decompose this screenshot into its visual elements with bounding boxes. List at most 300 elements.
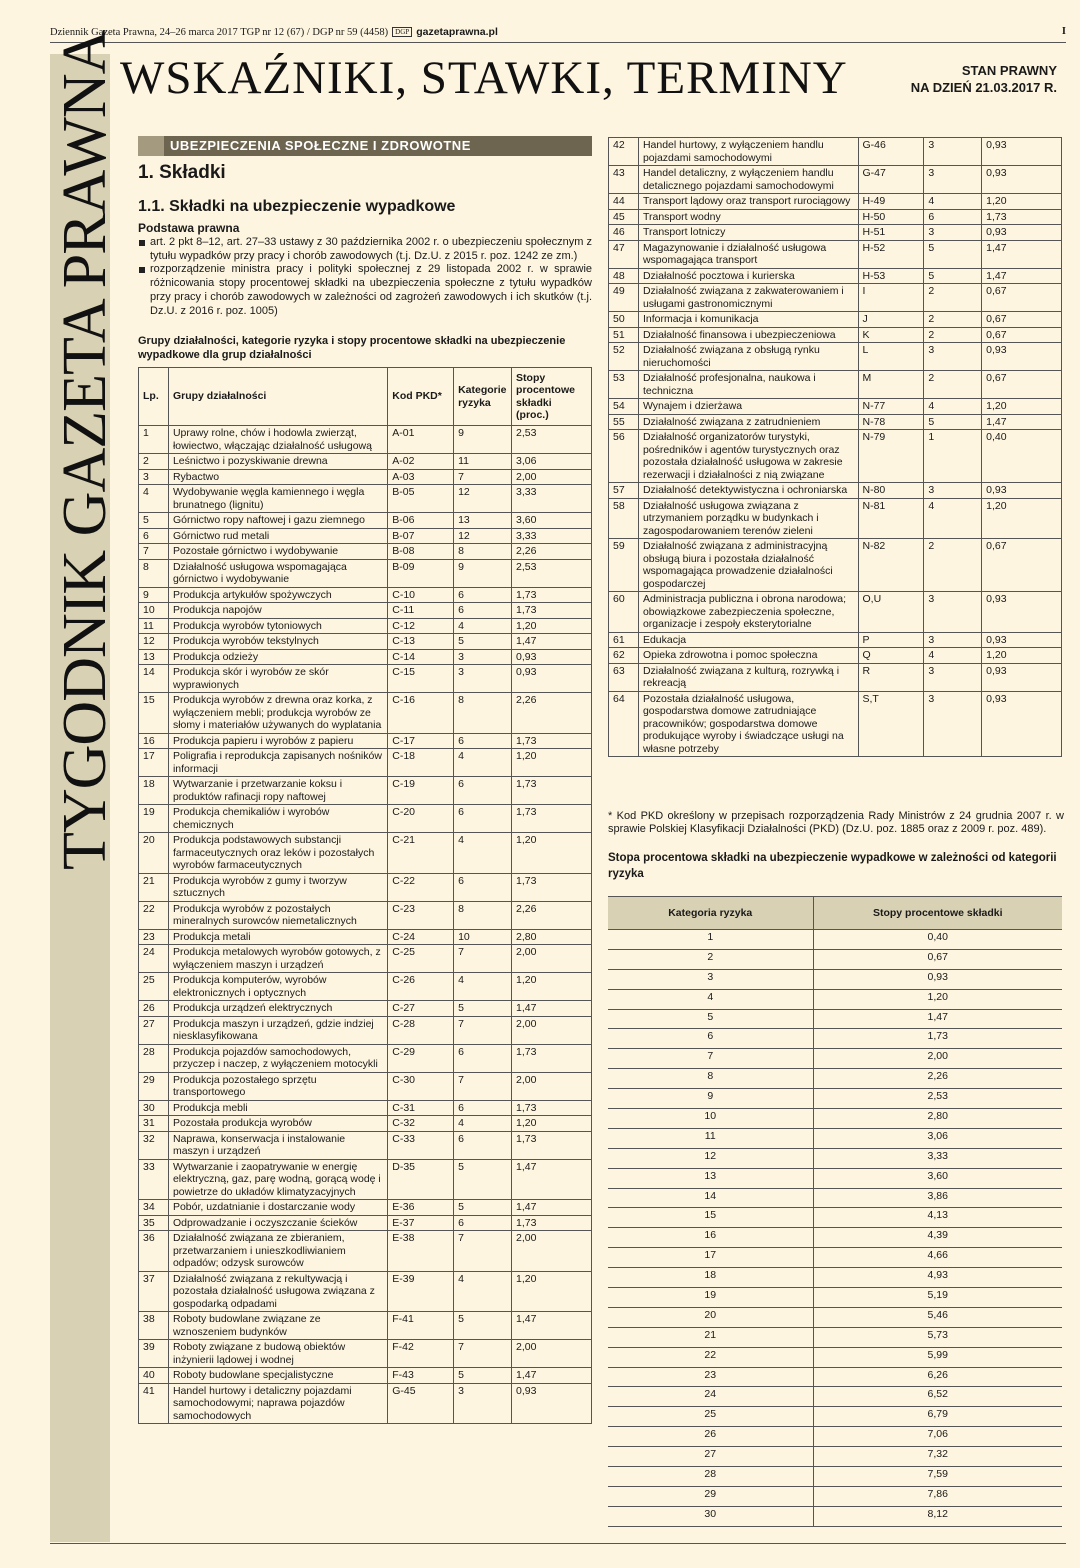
- risk-cell-rate: 2,26: [813, 1069, 1062, 1089]
- cell-lp: 46: [609, 225, 639, 241]
- table-row: [139, 1312, 592, 1340]
- cell-pkd: C-17: [388, 733, 454, 749]
- risk-cell-category: 14: [608, 1188, 813, 1208]
- table-row: [139, 665, 592, 693]
- table-row: [139, 1072, 592, 1100]
- col-header-lp: Lp.: [139, 368, 169, 426]
- cell-group: Produkcja artykułów spożywczych: [168, 587, 387, 603]
- cell-group: Produkcja komputerów, wyrobów elektronicznych i optycznych: [168, 973, 387, 1001]
- table-header-row: [139, 368, 592, 426]
- cell-group: Produkcja skór i wyrobów ze skór wyprawionych: [168, 665, 387, 693]
- risk-cell-category: 7: [608, 1049, 813, 1069]
- risk-table-caption: Stopa procentowa składki na ubezpieczenie wypadkowe w zależności od kategorii ryzyka: [608, 852, 1057, 880]
- footnote: * Kod PKD określony w przepisach rozporządzenia Rady Ministrów z 24 grudnia 2007 r. w sprawie Polskiej Klasyfikacji Działalności (PKD) (Dz.U. poz. 1885 oraz z 2009 r. poz. 489).: [608, 810, 1064, 835]
- table-row: [139, 1231, 592, 1272]
- cell-group: Produkcja wyrobów tekstylnych: [168, 634, 387, 650]
- risk-row: [608, 1009, 1062, 1029]
- cell-category: 3: [924, 166, 982, 194]
- cell-rate: 1,20: [982, 498, 1062, 539]
- cell-category: 3: [924, 483, 982, 499]
- cell-pkd: H-49: [858, 194, 924, 210]
- risk-cell-category: 26: [608, 1427, 813, 1447]
- cell-pkd: B-07: [388, 528, 454, 544]
- cell-category: 3: [924, 663, 982, 691]
- cell-group: Produkcja papieru i wyrobów z papieru: [168, 733, 387, 749]
- table-row: [139, 469, 592, 485]
- heading-3: Podstawa prawna: [138, 221, 240, 235]
- cell-lp: 44: [609, 194, 639, 210]
- cell-rate: 1,73: [512, 733, 592, 749]
- cell-group: Administracja publiczna i obrona narodowa; obowiązkowe zabezpieczenia społeczne, organizacje i zespoły eksterytorialne: [638, 592, 858, 633]
- cell-category: 4: [924, 498, 982, 539]
- table-row: [139, 513, 592, 529]
- cell-category: 3: [924, 632, 982, 648]
- cell-category: 5: [924, 414, 982, 430]
- table-row: [609, 663, 1062, 691]
- table-row: [139, 1271, 592, 1312]
- cell-group: Magazynowanie i działalność usługowa wspomagająca transport: [638, 240, 858, 268]
- table-row: [609, 371, 1062, 399]
- risk-row: [608, 1208, 1062, 1228]
- cell-pkd: I: [858, 284, 924, 312]
- cell-lp: 15: [139, 693, 169, 734]
- cell-lp: 45: [609, 209, 639, 225]
- cell-category: 7: [454, 1072, 512, 1100]
- cell-rate: 2,53: [512, 559, 592, 587]
- cell-rate: 1,47: [512, 1312, 592, 1340]
- cell-rate: 1,47: [512, 1368, 592, 1384]
- risk-cell-category: 10: [608, 1109, 813, 1129]
- table-row: [609, 225, 1062, 241]
- site-link[interactable]: gazetaprawna.pl: [416, 26, 498, 38]
- cell-category: 8: [454, 901, 512, 929]
- risk-row: [608, 1407, 1062, 1427]
- cell-rate: 1,73: [512, 1131, 592, 1159]
- risk-row: [608, 1367, 1062, 1387]
- cell-rate: 3,60: [512, 513, 592, 529]
- cell-lp: 7: [139, 544, 169, 560]
- cell-pkd: C-21: [388, 833, 454, 874]
- cell-rate: 2,00: [512, 1016, 592, 1044]
- cell-group: Działalność profesjonalna, naukowa i techniczna: [638, 371, 858, 399]
- cell-lp: 18: [139, 777, 169, 805]
- cell-category: 8: [454, 544, 512, 560]
- cell-category: 6: [454, 777, 512, 805]
- cell-category: 2: [924, 327, 982, 343]
- top-rule: [50, 42, 1066, 43]
- risk-cell-rate: 4,93: [813, 1268, 1062, 1288]
- cell-lp: 37: [139, 1271, 169, 1312]
- cell-pkd: B-06: [388, 513, 454, 529]
- table-row: [139, 833, 592, 874]
- risk-cell-rate: 2,00: [813, 1049, 1062, 1069]
- cell-group: Górnictwo ropy naftowej i gazu ziemnego: [168, 513, 387, 529]
- table-row: [609, 209, 1062, 225]
- risk-row: [608, 1427, 1062, 1447]
- cell-rate: 1,20: [982, 194, 1062, 210]
- cell-lp: 32: [139, 1131, 169, 1159]
- cell-rate: 1,20: [512, 1271, 592, 1312]
- table-row: [139, 649, 592, 665]
- table-row: [139, 1368, 592, 1384]
- risk-row: [608, 1506, 1062, 1526]
- cell-pkd: A-03: [388, 469, 454, 485]
- risk-cell-category: 5: [608, 1009, 813, 1029]
- cell-pkd: C-14: [388, 649, 454, 665]
- cell-category: 7: [454, 1016, 512, 1044]
- cell-group: Pobór, uzdatnianie i dostarczanie wody: [168, 1200, 387, 1216]
- cell-lp: 54: [609, 399, 639, 415]
- risk-row: [608, 1307, 1062, 1327]
- risk-row: [608, 1069, 1062, 1089]
- cell-pkd: N-79: [858, 430, 924, 483]
- cell-rate: 1,20: [512, 618, 592, 634]
- table-row: [609, 268, 1062, 284]
- risk-cell-category: 15: [608, 1208, 813, 1228]
- cell-pkd: P: [858, 632, 924, 648]
- risk-cell-category: 27: [608, 1447, 813, 1467]
- table-row: [609, 632, 1062, 648]
- cell-group: Działalność związana z rekultywacją i pozostała działalność usługowa związana z gospodarką odpadami: [168, 1271, 387, 1312]
- cell-category: 3: [454, 649, 512, 665]
- cell-rate: 0,67: [982, 312, 1062, 328]
- cell-rate: 0,93: [982, 343, 1062, 371]
- cell-rate: 0,93: [982, 592, 1062, 633]
- vertical-title: TYGODNIK GAZETA PRAWNA: [51, 30, 119, 870]
- cell-category: 9: [454, 559, 512, 587]
- cell-group: Produkcja metali: [168, 929, 387, 945]
- cell-rate: 0,67: [982, 539, 1062, 592]
- risk-cell-rate: 5,99: [813, 1347, 1062, 1367]
- cell-group: Wynajem i dzierżawa: [638, 399, 858, 415]
- cell-lp: 63: [609, 663, 639, 691]
- risk-cell-rate: 0,40: [813, 930, 1062, 950]
- table-row: [609, 648, 1062, 664]
- cell-category: 5: [454, 1200, 512, 1216]
- cell-lp: 28: [139, 1044, 169, 1072]
- cell-category: 1: [924, 430, 982, 483]
- cell-lp: 41: [139, 1383, 169, 1424]
- cell-group: Działalność związana z zatrudnieniem: [638, 414, 858, 430]
- cell-rate: 0,93: [512, 665, 592, 693]
- cell-rate: 1,47: [982, 414, 1062, 430]
- cell-rate: 1,47: [512, 634, 592, 650]
- cell-rate: 1,20: [512, 1116, 592, 1132]
- risk-cell-rate: 7,06: [813, 1427, 1062, 1447]
- cell-pkd: H-52: [858, 240, 924, 268]
- risk-cell-category: 18: [608, 1268, 813, 1288]
- risk-cell-rate: 7,86: [813, 1486, 1062, 1506]
- table-row: [139, 873, 592, 901]
- table-row: [609, 194, 1062, 210]
- cell-category: 3: [924, 225, 982, 241]
- table-row: [139, 1159, 592, 1200]
- cell-category: 2: [924, 539, 982, 592]
- cell-lp: 23: [139, 929, 169, 945]
- cell-category: 5: [454, 634, 512, 650]
- cell-category: 6: [454, 1044, 512, 1072]
- cell-rate: 3,33: [512, 528, 592, 544]
- risk-cell-rate: 5,46: [813, 1307, 1062, 1327]
- table-row: [139, 1340, 592, 1368]
- cell-group: Roboty budowlane związane ze wznoszeniem budynków: [168, 1312, 387, 1340]
- page-number: I: [1061, 26, 1066, 37]
- risk-cell-rate: 3,33: [813, 1148, 1062, 1168]
- cell-category: 4: [924, 648, 982, 664]
- cell-lp: 14: [139, 665, 169, 693]
- risk-col-header-category: Kategoria ryzyka: [608, 897, 813, 930]
- cell-rate: 0,93: [512, 1383, 592, 1424]
- cell-category: 12: [454, 485, 512, 513]
- cell-category: 6: [454, 1100, 512, 1116]
- heading-1: 1. Składki: [138, 162, 226, 183]
- cell-rate: 2,26: [512, 901, 592, 929]
- cell-category: 3: [924, 138, 982, 166]
- heading-2: 1.1. Składki na ubezpieczenie wypadkowe: [138, 198, 456, 215]
- cell-pkd: M: [858, 371, 924, 399]
- cell-pkd: S,T: [858, 691, 924, 757]
- cell-rate: 0,67: [982, 371, 1062, 399]
- table-row: [139, 618, 592, 634]
- cell-category: 3: [454, 665, 512, 693]
- cell-rate: 2,00: [512, 1072, 592, 1100]
- cell-category: 6: [454, 733, 512, 749]
- cell-rate: 1,20: [982, 648, 1062, 664]
- risk-cell-category: 2: [608, 949, 813, 969]
- risk-cell-category: 23: [608, 1367, 813, 1387]
- cell-group: Produkcja wyrobów tytoniowych: [168, 618, 387, 634]
- risk-row: [608, 1188, 1062, 1208]
- risk-cell-rate: 5,73: [813, 1327, 1062, 1347]
- legal-basis-list: [138, 236, 592, 318]
- risk-cell-rate: 4,13: [813, 1208, 1062, 1228]
- risk-cell-rate: 1,73: [813, 1029, 1062, 1049]
- cell-pkd: C-20: [388, 805, 454, 833]
- cell-category: 4: [454, 973, 512, 1001]
- cell-pkd: J: [858, 312, 924, 328]
- cell-rate: 0,93: [982, 663, 1062, 691]
- risk-row: [608, 969, 1062, 989]
- cell-rate: 0,93: [512, 649, 592, 665]
- cell-category: 8: [454, 693, 512, 734]
- cell-rate: 1,73: [512, 587, 592, 603]
- cell-rate: 0,93: [982, 138, 1062, 166]
- cell-rate: 0,93: [982, 166, 1062, 194]
- cell-group: Działalność usługowa wspomagająca górnictwo i wydobywanie: [168, 559, 387, 587]
- cell-rate: 1,20: [512, 749, 592, 777]
- cell-lp: 27: [139, 1016, 169, 1044]
- risk-row: [608, 1327, 1062, 1347]
- cell-lp: 40: [139, 1368, 169, 1384]
- cell-category: 5: [924, 268, 982, 284]
- cell-lp: 31: [139, 1116, 169, 1132]
- risk-cell-category: 3: [608, 969, 813, 989]
- cell-rate: 1,73: [512, 805, 592, 833]
- cell-rate: 1,47: [512, 1001, 592, 1017]
- risk-row: [608, 1268, 1062, 1288]
- table-row: [609, 539, 1062, 592]
- risk-cell-rate: 0,93: [813, 969, 1062, 989]
- risk-cell-category: 30: [608, 1506, 813, 1526]
- cell-lp: 11: [139, 618, 169, 634]
- cell-category: 7: [454, 1340, 512, 1368]
- risk-row: [608, 1168, 1062, 1188]
- cell-rate: 1,73: [512, 873, 592, 901]
- cell-pkd: C-10: [388, 587, 454, 603]
- cell-rate: 1,20: [982, 399, 1062, 415]
- cell-rate: 0,67: [982, 327, 1062, 343]
- cell-group: Wydobywanie węgla kamiennego i węgla brunatnego (lignitu): [168, 485, 387, 513]
- cell-lp: 17: [139, 749, 169, 777]
- risk-cell-rate: 7,59: [813, 1467, 1062, 1487]
- cell-group: Handel detaliczny, z wyłączeniem handlu detalicznego pojazdami samochodowymi: [638, 166, 858, 194]
- cell-pkd: O,U: [858, 592, 924, 633]
- cell-rate: 1,73: [982, 209, 1062, 225]
- risk-cell-rate: 5,19: [813, 1288, 1062, 1308]
- cell-pkd: E-36: [388, 1200, 454, 1216]
- table-row: [139, 1044, 592, 1072]
- cell-rate: 3,06: [512, 454, 592, 470]
- risk-row: [608, 1109, 1062, 1129]
- cell-group: Działalność związana z zakwaterowaniem i usługami gastronomicznymi: [638, 284, 858, 312]
- risk-cell-rate: 7,32: [813, 1447, 1062, 1467]
- cell-category: 5: [454, 1159, 512, 1200]
- cell-pkd: E-38: [388, 1231, 454, 1272]
- risk-row: [608, 1248, 1062, 1268]
- cell-lp: 10: [139, 603, 169, 619]
- cell-pkd: H-51: [858, 225, 924, 241]
- cell-pkd: A-01: [388, 426, 454, 454]
- cell-lp: 34: [139, 1200, 169, 1216]
- cell-pkd: C-22: [388, 873, 454, 901]
- cell-pkd: G-46: [858, 138, 924, 166]
- cell-category: 7: [454, 945, 512, 973]
- risk-cell-category: 29: [608, 1486, 813, 1506]
- cell-group: Leśnictwo i pozyskiwanie drewna: [168, 454, 387, 470]
- cell-pkd: C-33: [388, 1131, 454, 1159]
- cell-rate: 1,73: [512, 1044, 592, 1072]
- cell-group: Odprowadzanie i oczyszczanie ścieków: [168, 1215, 387, 1231]
- risk-cell-category: 20: [608, 1307, 813, 1327]
- cell-lp: 36: [139, 1231, 169, 1272]
- cell-lp: 64: [609, 691, 639, 757]
- risk-cell-rate: 3,86: [813, 1188, 1062, 1208]
- cell-group: Produkcja podstawowych substancji farmaceutycznych oraz leków i pozostałych wyrobów farmaceutycznych: [168, 833, 387, 874]
- section-title: UBEZPIECZENIA SPOŁECZNE I ZDROWOTNE: [170, 138, 471, 153]
- risk-table: [608, 896, 1062, 1527]
- cell-rate: 1,47: [982, 240, 1062, 268]
- risk-col-header-rate: Stopy procentowe składki: [813, 897, 1062, 930]
- risk-cell-rate: 1,47: [813, 1009, 1062, 1029]
- table-row: [609, 691, 1062, 757]
- cell-pkd: N-81: [858, 498, 924, 539]
- cell-category: 6: [454, 873, 512, 901]
- cell-rate: 3,33: [512, 485, 592, 513]
- cell-lp: 6: [139, 528, 169, 544]
- cell-group: Produkcja wyrobów z drewna oraz korka, z wyłączeniem mebli; produkcja wyrobów ze słomy i materiałów używanych do wyplatania: [168, 693, 387, 734]
- cell-category: 7: [454, 469, 512, 485]
- cell-rate: 1,20: [512, 833, 592, 874]
- risk-cell-rate: 6,79: [813, 1407, 1062, 1427]
- cell-lp: 16: [139, 733, 169, 749]
- cell-rate: 2,26: [512, 544, 592, 560]
- cell-lp: 22: [139, 901, 169, 929]
- risk-row: [608, 1347, 1062, 1367]
- table-row: [139, 693, 592, 734]
- cell-pkd: B-08: [388, 544, 454, 560]
- cell-group: Produkcja wyrobów z gumy i tworzyw sztucznych: [168, 873, 387, 901]
- cell-pkd: A-02: [388, 454, 454, 470]
- cell-pkd: C-25: [388, 945, 454, 973]
- cell-group: Transport wodny: [638, 209, 858, 225]
- legal-status: [911, 62, 1057, 96]
- activity-table-right: [608, 137, 1062, 757]
- table-row: [609, 414, 1062, 430]
- risk-cell-rate: 6,52: [813, 1387, 1062, 1407]
- col-header-group: Grupy działalności: [168, 368, 387, 426]
- cell-lp: 60: [609, 592, 639, 633]
- legal-status-line1: STAN PRAWNY: [961, 63, 1057, 78]
- cell-group: Górnictwo rud metali: [168, 528, 387, 544]
- cell-category: 3: [924, 592, 982, 633]
- cell-rate: 1,73: [512, 1215, 592, 1231]
- risk-row: [608, 1128, 1062, 1148]
- cell-lp: 61: [609, 632, 639, 648]
- cell-category: 12: [454, 528, 512, 544]
- cell-group: Rybactwo: [168, 469, 387, 485]
- table-row: [139, 1116, 592, 1132]
- cell-lp: 59: [609, 539, 639, 592]
- cell-group: Informacja i komunikacja: [638, 312, 858, 328]
- cell-rate: 1,47: [982, 268, 1062, 284]
- cell-rate: 2,53: [512, 426, 592, 454]
- cell-category: 13: [454, 513, 512, 529]
- page-title: WSKAŹNIKI, STAWKI, TERMINY: [120, 52, 848, 104]
- cell-pkd: C-24: [388, 929, 454, 945]
- table-row: [139, 1100, 592, 1116]
- table-row: [139, 973, 592, 1001]
- cell-pkd: H-53: [858, 268, 924, 284]
- cell-pkd: G-45: [388, 1383, 454, 1424]
- table-row: [609, 592, 1062, 633]
- table-row: [609, 343, 1062, 371]
- risk-cell-category: 4: [608, 989, 813, 1009]
- table-row: [139, 426, 592, 454]
- cell-rate: 0,93: [982, 225, 1062, 241]
- cell-category: 4: [454, 618, 512, 634]
- cell-lp: 49: [609, 284, 639, 312]
- risk-row: [608, 949, 1062, 969]
- cell-group: Działalność organizatorów turystyki, pośredników i agentów turystycznych oraz pozostała działalność usługowa w zakresie rezerwacji i działalności z nią związane: [638, 430, 858, 483]
- cell-rate: 2,00: [512, 1340, 592, 1368]
- cell-group: Produkcja wyrobów z pozostałych mineralnych surowców niemetalicznych: [168, 901, 387, 929]
- cell-rate: 0,93: [982, 483, 1062, 499]
- cell-lp: 1: [139, 426, 169, 454]
- cell-group: Działalność związana z administracyjną obsługą biura i pozostała działalność wspomagająca prowadzenie działalności gospodarczej: [638, 539, 858, 592]
- cell-pkd: B-05: [388, 485, 454, 513]
- cell-pkd: C-32: [388, 1116, 454, 1132]
- cell-category: 5: [924, 240, 982, 268]
- cell-group: Transport lotniczy: [638, 225, 858, 241]
- table-row: [139, 1215, 592, 1231]
- risk-cell-category: 19: [608, 1288, 813, 1308]
- table-row: [609, 138, 1062, 166]
- legal-basis-item: rozporządzenie ministra pracy i polityki społecznej z 29 listopada 2002 r. w sprawie różnicowania stopy procentowej składki na ubezpieczenia społeczne z tytułu wypadków przy pracy i chorób zawodowych w zależności od zagrożeń zawodowych i ich skutków (t.j. Dz.U. z 2016 r. poz. 1005): [138, 263, 592, 318]
- risk-row: [608, 989, 1062, 1009]
- table-row: [139, 559, 592, 587]
- table-row: [139, 805, 592, 833]
- cell-pkd: F-41: [388, 1312, 454, 1340]
